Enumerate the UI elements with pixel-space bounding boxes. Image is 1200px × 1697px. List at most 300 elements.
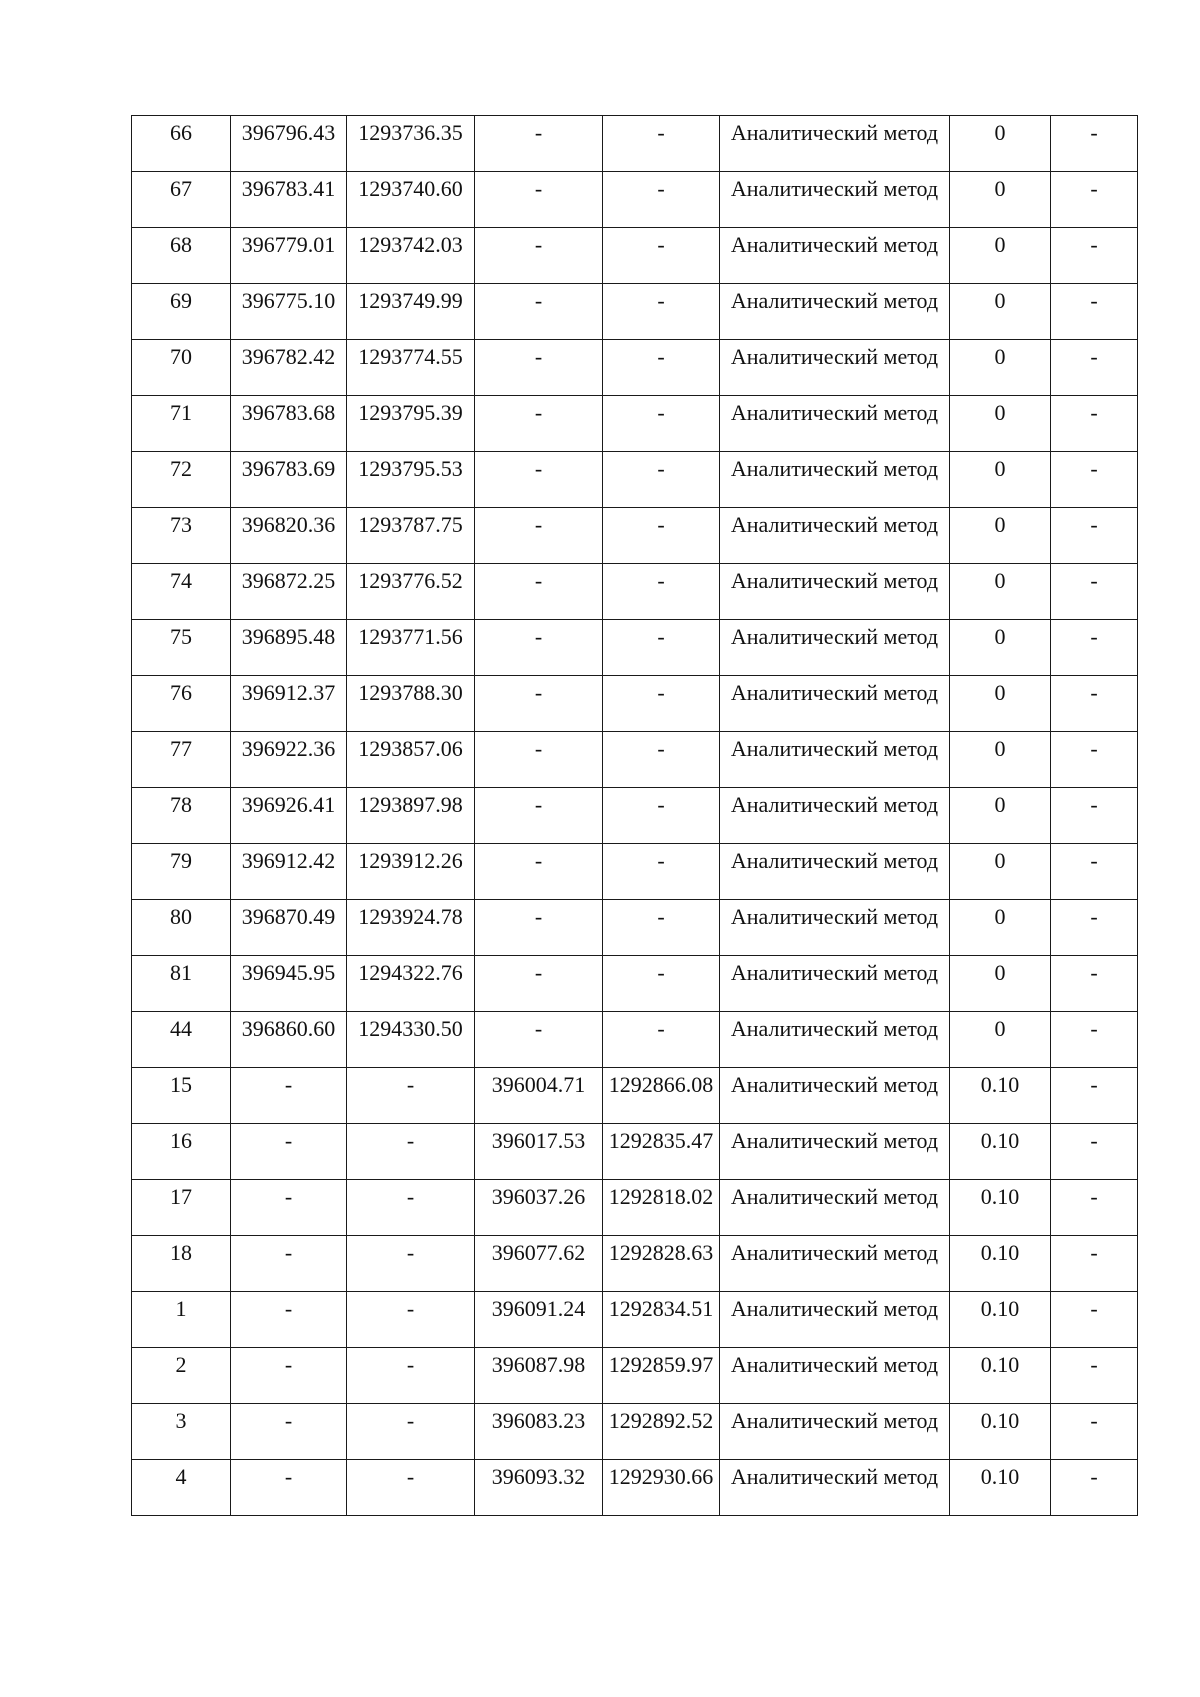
table-row bbox=[132, 396, 1138, 452]
table-row bbox=[132, 844, 1138, 900]
cell-text: 396872.25 bbox=[241, 568, 336, 593]
description-cell bbox=[1051, 676, 1138, 732]
description-cell bbox=[1051, 508, 1138, 564]
y-new-cell bbox=[603, 228, 720, 284]
cell-text: Аналитический метод bbox=[730, 680, 939, 705]
x-new-cell bbox=[475, 1236, 603, 1292]
cell-text: 396783.68 bbox=[241, 400, 336, 425]
cell-text: Аналитический метод bbox=[730, 344, 939, 369]
cell-text: - bbox=[657, 680, 665, 705]
y-new-cell bbox=[603, 1012, 720, 1068]
description-cell bbox=[1051, 340, 1138, 396]
description-cell bbox=[1051, 1012, 1138, 1068]
accuracy-cell bbox=[950, 956, 1051, 1012]
point-number-cell bbox=[132, 1124, 231, 1180]
y-new-cell bbox=[603, 1236, 720, 1292]
cell-text: 396782.42 bbox=[241, 344, 336, 369]
cell-text: 70 bbox=[170, 344, 192, 369]
x-old-cell bbox=[231, 1460, 347, 1516]
point-number-cell bbox=[132, 1404, 231, 1460]
cell-text: Аналитический метод bbox=[730, 960, 939, 985]
x-new-cell bbox=[475, 228, 603, 284]
cell-text: 396796.43 bbox=[241, 120, 336, 145]
table-row bbox=[132, 676, 1138, 732]
cell-text: 1293742.03 bbox=[358, 232, 463, 257]
method-cell bbox=[720, 172, 950, 228]
table-row bbox=[132, 900, 1138, 956]
cell-text: Аналитический метод bbox=[730, 1352, 939, 1377]
accuracy-cell bbox=[950, 900, 1051, 956]
accuracy-cell bbox=[950, 1292, 1051, 1348]
point-number-cell bbox=[132, 1292, 231, 1348]
cell-text: 0 bbox=[994, 792, 1006, 817]
cell-text: 396820.36 bbox=[241, 512, 336, 537]
cell-text: 0 bbox=[994, 904, 1006, 929]
description-cell bbox=[1051, 116, 1138, 172]
y-old-cell bbox=[347, 1460, 475, 1516]
cell-text: - bbox=[284, 1352, 293, 1377]
cell-text: 44 bbox=[170, 1016, 192, 1041]
accuracy-cell bbox=[950, 620, 1051, 676]
cell-text: Аналитический метод bbox=[730, 736, 939, 761]
cell-text: 396083.23 bbox=[491, 1408, 586, 1433]
x-new-cell bbox=[475, 956, 603, 1012]
accuracy-cell bbox=[950, 228, 1051, 284]
cell-text: - bbox=[1090, 1016, 1098, 1041]
y-new-cell bbox=[603, 788, 720, 844]
cell-text: 396779.01 bbox=[241, 232, 336, 257]
cell-text: - bbox=[657, 1016, 665, 1041]
cell-text: Аналитический метод bbox=[730, 400, 939, 425]
cell-text: - bbox=[534, 176, 543, 201]
description-cell bbox=[1051, 1460, 1138, 1516]
cell-text: - bbox=[1090, 120, 1098, 145]
description-cell bbox=[1051, 900, 1138, 956]
cell-text: 67 bbox=[170, 176, 192, 201]
x-old-cell bbox=[231, 1012, 347, 1068]
cell-text: 0 bbox=[994, 624, 1006, 649]
x-new-cell bbox=[475, 676, 603, 732]
cell-text: 1293787.75 bbox=[358, 512, 463, 537]
method-cell bbox=[720, 1460, 950, 1516]
point-number-cell bbox=[132, 676, 231, 732]
cell-text: - bbox=[1090, 680, 1098, 705]
accuracy-cell bbox=[950, 1460, 1051, 1516]
method-cell bbox=[720, 844, 950, 900]
point-number-cell bbox=[132, 1012, 231, 1068]
cell-text: 1294322.76 bbox=[358, 960, 463, 985]
cell-text: - bbox=[534, 512, 543, 537]
y-new-cell bbox=[603, 1460, 720, 1516]
table-row bbox=[132, 956, 1138, 1012]
method-cell bbox=[720, 1180, 950, 1236]
cell-text: 1293912.26 bbox=[358, 848, 463, 873]
accuracy-cell bbox=[950, 1180, 1051, 1236]
cell-text: 80 bbox=[170, 904, 192, 929]
cell-text: - bbox=[406, 1128, 415, 1153]
cell-text: Аналитический метод bbox=[730, 1408, 939, 1433]
accuracy-cell bbox=[950, 844, 1051, 900]
x-new-cell bbox=[475, 1180, 603, 1236]
y-old-cell bbox=[347, 1348, 475, 1404]
cell-text: 396004.71 bbox=[491, 1072, 586, 1097]
cell-text: - bbox=[1090, 512, 1098, 537]
point-number-cell bbox=[132, 452, 231, 508]
cell-text: 71 bbox=[170, 400, 192, 425]
cell-text: 1293795.39 bbox=[358, 400, 463, 425]
cell-text: 73 bbox=[170, 512, 192, 537]
cell-text: 1292866.08 bbox=[608, 1072, 714, 1097]
description-cell bbox=[1051, 1068, 1138, 1124]
cell-text: 76 bbox=[170, 680, 192, 705]
description-cell bbox=[1051, 844, 1138, 900]
cell-text: 0 bbox=[994, 1016, 1006, 1041]
x-new-cell bbox=[475, 1348, 603, 1404]
x-old-cell bbox=[231, 956, 347, 1012]
accuracy-cell bbox=[950, 1012, 1051, 1068]
cell-text: 396017.53 bbox=[491, 1128, 586, 1153]
cell-text: - bbox=[657, 456, 665, 481]
x-old-cell bbox=[231, 900, 347, 956]
cell-text: 0.10 bbox=[980, 1464, 1020, 1489]
cell-text: - bbox=[1090, 904, 1098, 929]
method-cell bbox=[720, 900, 950, 956]
x-new-cell bbox=[475, 1012, 603, 1068]
x-new-cell bbox=[475, 172, 603, 228]
cell-text: Аналитический метод bbox=[730, 624, 939, 649]
cell-text: 17 bbox=[170, 1184, 192, 1209]
cell-text: - bbox=[534, 624, 543, 649]
x-old-cell bbox=[231, 396, 347, 452]
point-number-cell bbox=[132, 956, 231, 1012]
cell-text: 1293776.52 bbox=[358, 568, 463, 593]
description-cell bbox=[1051, 788, 1138, 844]
cell-text: - bbox=[534, 288, 543, 313]
x-new-cell bbox=[475, 340, 603, 396]
table-row bbox=[132, 620, 1138, 676]
x-old-cell bbox=[231, 508, 347, 564]
cell-text: - bbox=[1090, 232, 1098, 257]
y-new-cell bbox=[603, 844, 720, 900]
cell-text: 79 bbox=[170, 848, 192, 873]
cell-text: 68 bbox=[170, 232, 192, 257]
cell-text: 396091.24 bbox=[491, 1296, 586, 1321]
x-new-cell bbox=[475, 452, 603, 508]
cell-text: 0.10 bbox=[980, 1128, 1020, 1153]
y-old-cell bbox=[347, 1292, 475, 1348]
cell-text: 396860.60 bbox=[241, 1016, 336, 1041]
cell-text: - bbox=[1090, 344, 1098, 369]
method-cell bbox=[720, 1068, 950, 1124]
cell-text: - bbox=[657, 176, 665, 201]
cell-text: 396783.69 bbox=[241, 456, 336, 481]
point-number-cell bbox=[132, 116, 231, 172]
y-old-cell bbox=[347, 284, 475, 340]
y-old-cell bbox=[347, 1236, 475, 1292]
accuracy-cell bbox=[950, 788, 1051, 844]
method-cell bbox=[720, 1404, 950, 1460]
description-cell bbox=[1051, 284, 1138, 340]
table-row bbox=[132, 116, 1138, 172]
cell-text: - bbox=[1090, 1184, 1098, 1209]
cell-text: 69 bbox=[170, 288, 192, 313]
cell-text: 0.10 bbox=[980, 1240, 1020, 1265]
y-old-cell bbox=[347, 732, 475, 788]
cell-text: Аналитический метод bbox=[730, 904, 939, 929]
cell-text: - bbox=[657, 624, 665, 649]
accuracy-cell bbox=[950, 396, 1051, 452]
cell-text: 0 bbox=[994, 568, 1006, 593]
point-number-cell bbox=[132, 1180, 231, 1236]
point-number-cell bbox=[132, 228, 231, 284]
point-number-cell bbox=[132, 620, 231, 676]
method-cell bbox=[720, 732, 950, 788]
y-old-cell bbox=[347, 1180, 475, 1236]
cell-text: - bbox=[1090, 288, 1098, 313]
cell-text: 78 bbox=[170, 792, 192, 817]
cell-text: Аналитический метод bbox=[730, 792, 939, 817]
table-row bbox=[132, 564, 1138, 620]
table-row bbox=[132, 788, 1138, 844]
accuracy-cell bbox=[950, 340, 1051, 396]
cell-text: 396037.26 bbox=[491, 1184, 586, 1209]
cell-text: Аналитический метод bbox=[730, 120, 939, 145]
cell-text: Аналитический метод bbox=[730, 456, 939, 481]
y-old-cell bbox=[347, 1012, 475, 1068]
cell-text: - bbox=[1090, 1072, 1098, 1097]
y-new-cell bbox=[603, 956, 720, 1012]
point-number-cell bbox=[132, 844, 231, 900]
cell-text: Аналитический метод bbox=[730, 1016, 939, 1041]
x-old-cell bbox=[231, 228, 347, 284]
cell-text: - bbox=[657, 344, 665, 369]
table-row bbox=[132, 1236, 1138, 1292]
table-row bbox=[132, 1180, 1138, 1236]
cell-text: 396775.10 bbox=[241, 288, 336, 313]
cell-text: 396077.62 bbox=[491, 1240, 586, 1265]
cell-text: - bbox=[534, 680, 543, 705]
cell-text: - bbox=[1090, 848, 1098, 873]
cell-text: - bbox=[1090, 792, 1098, 817]
y-old-cell bbox=[347, 452, 475, 508]
cell-text: 0 bbox=[994, 176, 1006, 201]
cell-text: Аналитический метод bbox=[730, 176, 939, 201]
cell-text: - bbox=[657, 568, 665, 593]
table-body bbox=[132, 116, 1138, 1516]
cell-text: 396870.49 bbox=[241, 904, 336, 929]
cell-text: - bbox=[534, 400, 543, 425]
y-old-cell bbox=[347, 340, 475, 396]
cell-text: - bbox=[657, 288, 665, 313]
x-new-cell bbox=[475, 564, 603, 620]
table-row bbox=[132, 508, 1138, 564]
cell-text: 3 bbox=[175, 1408, 187, 1433]
table-row bbox=[132, 452, 1138, 508]
accuracy-cell bbox=[950, 564, 1051, 620]
cell-text: 0 bbox=[994, 400, 1006, 425]
cell-text: 66 bbox=[170, 120, 192, 145]
table-row bbox=[132, 1348, 1138, 1404]
cell-text: 18 bbox=[170, 1240, 192, 1265]
point-number-cell bbox=[132, 172, 231, 228]
cell-text: 1293771.56 bbox=[358, 624, 463, 649]
cell-text: - bbox=[1090, 1464, 1098, 1489]
method-cell bbox=[720, 508, 950, 564]
x-new-cell bbox=[475, 396, 603, 452]
method-cell bbox=[720, 1124, 950, 1180]
cell-text: 74 bbox=[170, 568, 192, 593]
cell-text: - bbox=[406, 1352, 415, 1377]
cell-text: - bbox=[657, 960, 665, 985]
cell-text: 396912.37 bbox=[241, 680, 336, 705]
point-number-cell bbox=[132, 732, 231, 788]
y-old-cell bbox=[347, 116, 475, 172]
cell-text: 0 bbox=[994, 288, 1006, 313]
description-cell bbox=[1051, 1292, 1138, 1348]
y-new-cell bbox=[603, 1348, 720, 1404]
cell-text: 0 bbox=[994, 736, 1006, 761]
y-new-cell bbox=[603, 1124, 720, 1180]
cell-text: - bbox=[657, 120, 665, 145]
cell-text: 396912.42 bbox=[241, 848, 336, 873]
cell-text: - bbox=[534, 568, 543, 593]
x-old-cell bbox=[231, 620, 347, 676]
y-old-cell bbox=[347, 620, 475, 676]
cell-text: 15 bbox=[170, 1072, 192, 1097]
accuracy-cell bbox=[950, 116, 1051, 172]
x-old-cell bbox=[231, 844, 347, 900]
cell-text: - bbox=[657, 232, 665, 257]
accuracy-cell bbox=[950, 508, 1051, 564]
accuracy-cell bbox=[950, 676, 1051, 732]
accuracy-cell bbox=[950, 1236, 1051, 1292]
y-old-cell bbox=[347, 396, 475, 452]
cell-text: - bbox=[657, 904, 665, 929]
y-new-cell bbox=[603, 452, 720, 508]
cell-text: 1293749.99 bbox=[358, 288, 463, 313]
cell-text: Аналитический метод bbox=[730, 1072, 939, 1097]
cell-text: 16 bbox=[170, 1128, 192, 1153]
cell-text: - bbox=[406, 1408, 415, 1433]
cell-text: 396926.41 bbox=[241, 792, 336, 817]
x-new-cell bbox=[475, 1068, 603, 1124]
cell-text: - bbox=[1090, 1408, 1098, 1433]
x-old-cell bbox=[231, 1124, 347, 1180]
description-cell bbox=[1051, 228, 1138, 284]
cell-text: 1292859.97 bbox=[608, 1352, 714, 1377]
y-new-cell bbox=[603, 620, 720, 676]
method-cell bbox=[720, 788, 950, 844]
x-old-cell bbox=[231, 1348, 347, 1404]
cell-text: 1292892.52 bbox=[608, 1408, 714, 1433]
cell-text: Аналитический метод bbox=[730, 1184, 939, 1209]
method-cell bbox=[720, 1236, 950, 1292]
description-cell bbox=[1051, 452, 1138, 508]
table-row bbox=[132, 1068, 1138, 1124]
table-row bbox=[132, 340, 1138, 396]
cell-text: - bbox=[534, 960, 543, 985]
y-new-cell bbox=[603, 564, 720, 620]
accuracy-cell bbox=[950, 1404, 1051, 1460]
accuracy-cell bbox=[950, 1348, 1051, 1404]
cell-text: - bbox=[406, 1184, 415, 1209]
x-old-cell bbox=[231, 340, 347, 396]
cell-text: Аналитический метод bbox=[730, 512, 939, 537]
cell-text: 396087.98 bbox=[491, 1352, 586, 1377]
y-new-cell bbox=[603, 396, 720, 452]
cell-text: - bbox=[284, 1464, 293, 1489]
y-new-cell bbox=[603, 116, 720, 172]
cell-text: 0.10 bbox=[980, 1408, 1020, 1433]
accuracy-cell bbox=[950, 452, 1051, 508]
cell-text: - bbox=[534, 344, 543, 369]
accuracy-cell bbox=[950, 172, 1051, 228]
cell-text: - bbox=[284, 1240, 293, 1265]
cell-text: 0.10 bbox=[980, 1296, 1020, 1321]
accuracy-cell bbox=[950, 732, 1051, 788]
cell-text: Аналитический метод bbox=[730, 848, 939, 873]
y-old-cell bbox=[347, 564, 475, 620]
x-new-cell bbox=[475, 788, 603, 844]
cell-text: - bbox=[406, 1464, 415, 1489]
cell-text: 0 bbox=[994, 512, 1006, 537]
cell-text: 1292835.47 bbox=[608, 1128, 714, 1153]
y-old-cell bbox=[347, 956, 475, 1012]
cell-text: - bbox=[534, 904, 543, 929]
description-cell bbox=[1051, 620, 1138, 676]
point-number-cell bbox=[132, 1236, 231, 1292]
description-cell bbox=[1051, 564, 1138, 620]
method-cell bbox=[720, 564, 950, 620]
method-cell bbox=[720, 1348, 950, 1404]
table-row bbox=[132, 1404, 1138, 1460]
y-new-cell bbox=[603, 1068, 720, 1124]
y-new-cell bbox=[603, 1180, 720, 1236]
cell-text: - bbox=[534, 120, 543, 145]
y-new-cell bbox=[603, 900, 720, 956]
x-old-cell bbox=[231, 1292, 347, 1348]
cell-text: 1293897.98 bbox=[358, 792, 463, 817]
y-new-cell bbox=[603, 1404, 720, 1460]
accuracy-cell bbox=[950, 284, 1051, 340]
table-row bbox=[132, 732, 1138, 788]
description-cell bbox=[1051, 1404, 1138, 1460]
cell-text: Аналитический метод bbox=[730, 232, 939, 257]
cell-text: 1293740.60 bbox=[358, 176, 463, 201]
cell-text: 4 bbox=[175, 1464, 187, 1489]
y-old-cell bbox=[347, 788, 475, 844]
cell-text: - bbox=[1090, 400, 1098, 425]
table-row bbox=[132, 172, 1138, 228]
x-old-cell bbox=[231, 788, 347, 844]
cell-text: - bbox=[406, 1296, 415, 1321]
y-old-cell bbox=[347, 1124, 475, 1180]
y-old-cell bbox=[347, 900, 475, 956]
cell-text: 1292930.66 bbox=[608, 1464, 714, 1489]
y-new-cell bbox=[603, 1292, 720, 1348]
cell-text: 0 bbox=[994, 232, 1006, 257]
description-cell bbox=[1051, 956, 1138, 1012]
method-cell bbox=[720, 228, 950, 284]
cell-text: - bbox=[657, 848, 665, 873]
cell-text: Аналитический метод bbox=[730, 1296, 939, 1321]
description-cell bbox=[1051, 1348, 1138, 1404]
cell-text: - bbox=[1090, 456, 1098, 481]
cell-text: - bbox=[534, 456, 543, 481]
cell-text: - bbox=[284, 1408, 293, 1433]
accuracy-cell bbox=[950, 1068, 1051, 1124]
method-cell bbox=[720, 396, 950, 452]
